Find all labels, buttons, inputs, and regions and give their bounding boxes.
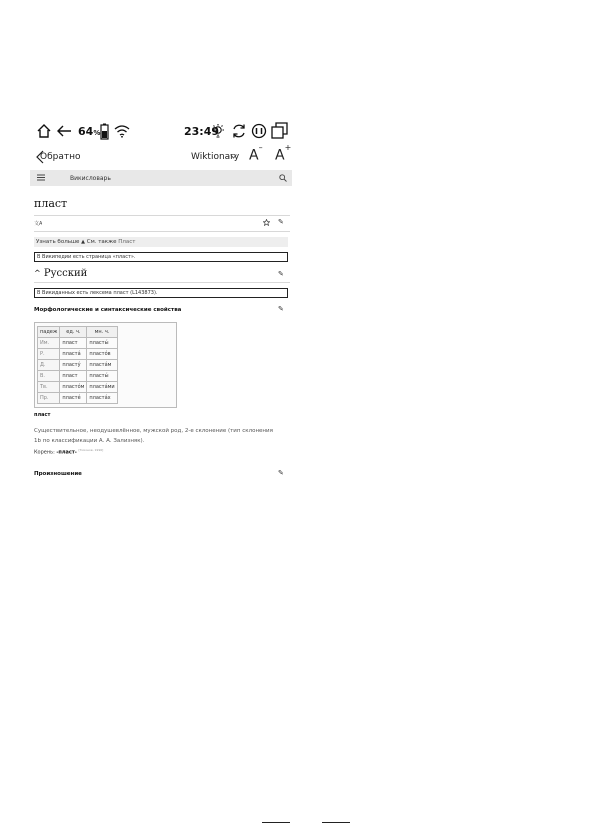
see-also-link[interactable]: Пласт: [118, 239, 136, 245]
brightness-icon[interactable]: [210, 123, 226, 139]
divider: [34, 215, 290, 216]
section-pronunciation[interactable]: Произношение: [34, 471, 82, 476]
section-russian[interactable]: [34, 268, 87, 279]
wiki-site-title[interactable]: Викисловарь: [70, 175, 111, 182]
edit-icon[interactable]: ✎: [278, 305, 284, 313]
edit-icon[interactable]: ✎: [278, 469, 284, 475]
table-header: падеж: [38, 327, 60, 338]
bottom-indicator: [322, 822, 350, 823]
divider: [34, 231, 290, 232]
battery-percent: 64%: [78, 125, 101, 138]
see-also-label: См. также: [86, 239, 117, 245]
table-row: [38, 349, 118, 360]
table-cell: Д.: [38, 360, 60, 371]
battery-icon: [100, 123, 109, 140]
chevron-down-icon[interactable]: [230, 154, 237, 159]
app-bar: [30, 143, 292, 168]
star-icon[interactable]: [263, 219, 270, 226]
wikidata-note[interactable]: В Викиданных есть лексема пласт (L143873).: [34, 288, 288, 298]
table-cell: пласта́х: [87, 393, 117, 404]
chevron-up-icon[interactable]: ^: [34, 269, 41, 278]
table-cell: В.: [38, 371, 60, 382]
table-row: [38, 382, 118, 393]
table-cell: пласт: [60, 338, 87, 349]
wifi-icon: [114, 124, 130, 138]
learn-more-row: [34, 237, 288, 247]
language-icon[interactable]: [34, 220, 42, 226]
table-cell: Р.: [38, 349, 60, 360]
page-title: пласт: [34, 197, 68, 210]
learn-more-link[interactable]: Узнать больше: [36, 239, 80, 245]
status-bar: [30, 120, 292, 144]
edit-icon[interactable]: ✎: [278, 270, 284, 278]
font-decrease-button[interactable]: A–: [249, 143, 263, 164]
clock: 23:49: [184, 125, 220, 138]
reading-mode-icon[interactable]: [251, 123, 267, 139]
lemma: пласт: [34, 412, 51, 418]
table-cell: пласто́в: [87, 349, 117, 360]
section-russian-title: Русский: [43, 268, 88, 279]
table-cell: Им.: [38, 338, 60, 349]
root-value[interactable]: -пласт-: [56, 449, 77, 456]
table-cell: пласто́м: [60, 382, 87, 393]
table-cell: пласта́ми: [87, 382, 117, 393]
back-arrow-icon[interactable]: [56, 123, 72, 139]
table-row: [38, 338, 118, 349]
multitask-icon[interactable]: [271, 122, 288, 139]
table-cell: пласту́: [60, 360, 87, 371]
table-cell: пласта́: [60, 349, 87, 360]
font-increase-button[interactable]: A+: [275, 143, 292, 164]
svg-text:文A: 文A: [34, 221, 42, 226]
root-source[interactable]: [Тихонов, 1996]: [78, 448, 104, 452]
table-cell: пласт: [60, 371, 87, 382]
table-header: ед. ч.: [60, 327, 87, 338]
table-cell: Пр.: [38, 393, 60, 404]
table-cell: пласте́: [60, 393, 87, 404]
divider: [34, 282, 290, 283]
table-cell: Тв.: [38, 382, 60, 393]
search-icon[interactable]: [279, 174, 287, 182]
home-icon[interactable]: [36, 123, 52, 139]
root-label: Корень:: [34, 449, 55, 456]
table-row: [38, 371, 118, 382]
table-cell: пласты́: [87, 371, 117, 382]
table-cell: пласта́м: [87, 360, 117, 371]
table-cell: пласты́: [87, 338, 117, 349]
back-button[interactable]: Обратно: [40, 152, 81, 162]
menu-icon[interactable]: [37, 174, 45, 181]
sync-icon[interactable]: [231, 123, 247, 139]
table-header: мн. ч.: [87, 327, 117, 338]
source-selector[interactable]: Wiktionary: [191, 152, 240, 162]
bottom-indicator: [262, 822, 290, 823]
root-line: [34, 448, 103, 456]
section-morphology[interactable]: Морфологические и синтаксические свойства: [34, 307, 182, 313]
table-row: [38, 393, 118, 404]
table-row: [38, 360, 118, 371]
declension-table: [34, 322, 177, 408]
wiki-header: [30, 170, 292, 186]
triangle-up-icon[interactable]: ▲: [81, 239, 85, 245]
wikipedia-note[interactable]: В Википедии есть страница «пласт».: [34, 252, 288, 262]
part-of-speech-description: Существительное, неодушевлённое, мужской род, 2-е склонение (тип склонения 1b по классификации А. А. Зализняк).: [34, 428, 273, 444]
edit-icon[interactable]: ✎: [278, 218, 284, 226]
